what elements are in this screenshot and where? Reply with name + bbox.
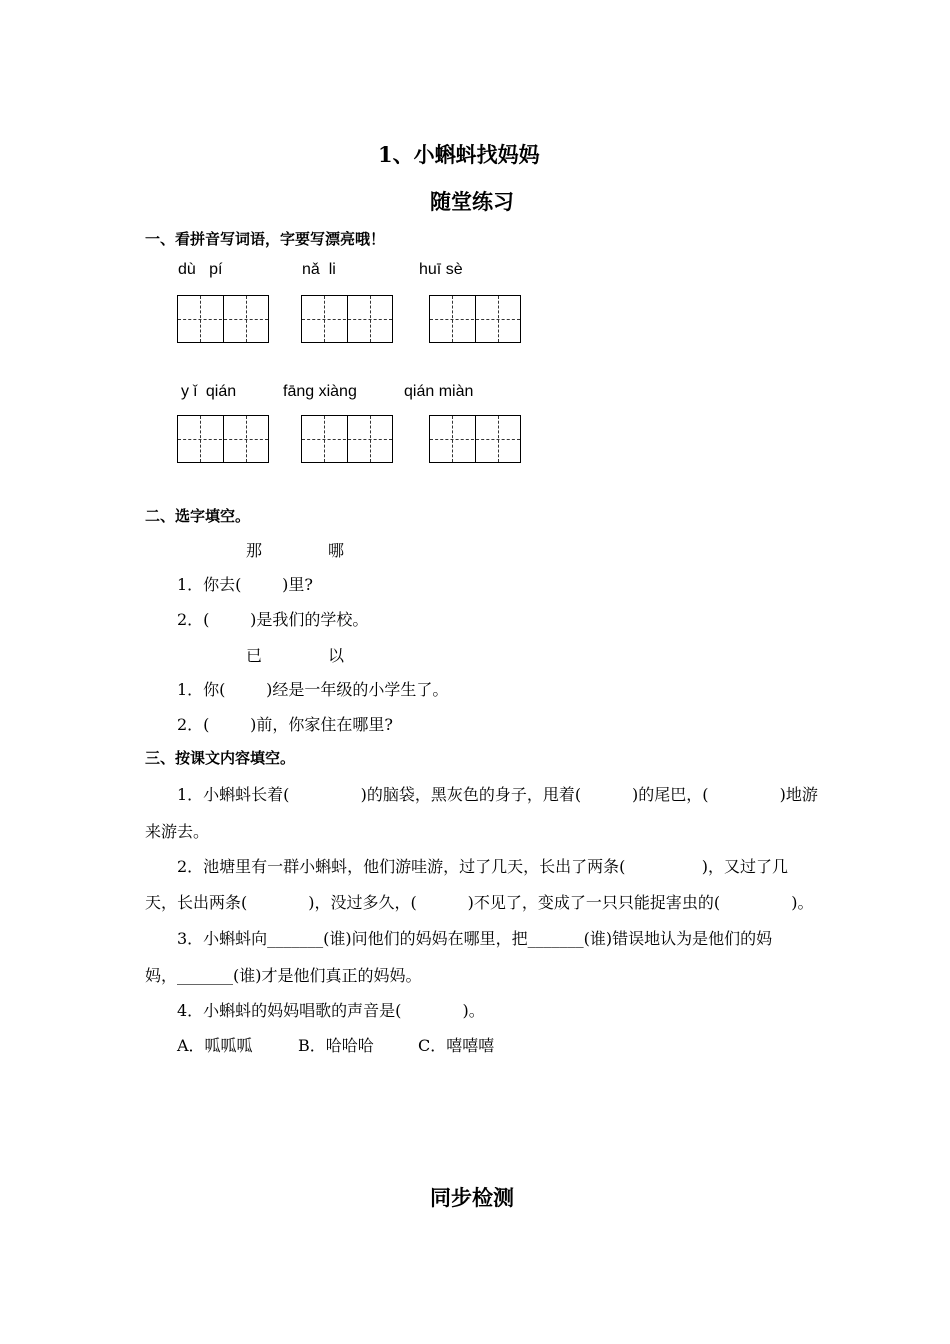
- section3-heading: 三、按课文内容填空。: [145, 749, 296, 767]
- question-3-1-line1: 1．小蝌蚪长着( )的脑袋，黑灰色的身子，甩着( )的尾巴，( )地游: [177, 785, 818, 804]
- question-3-2-line2: 天，长出两条( )，没过多久，( )不见了，变成了一只只能捉害虫的( )。: [145, 893, 814, 912]
- pinyin-3: huī sè: [419, 261, 463, 278]
- pinyin-2: nǎ li: [302, 261, 336, 278]
- pinyin-4: y ǐ qián: [181, 383, 237, 400]
- section2-heading: 二、选字填空。: [145, 507, 251, 525]
- pinyin-5: fāng xiàng: [283, 383, 357, 400]
- question-3-2-line1: 2．池塘里有一群小蝌蚪，他们游哇游，过了几天，长出了两条( )，又过了几: [177, 857, 788, 876]
- question-2-1-2: 2．( )是我们的学校。: [177, 610, 369, 629]
- page-subtitle: 随堂练习: [430, 189, 514, 214]
- choice-na1: 那: [246, 541, 263, 560]
- question-2-1-1: 1．你去( )里?: [177, 575, 313, 594]
- question-3-3-line2: 妈，_______(谁)才是他们真正的妈妈。: [145, 966, 422, 985]
- question-3-3-line1: 3．小蝌蚪向_______(谁)问他们的妈妈在哪里，把_______(谁)错误地认为是他们的妈: [177, 929, 773, 948]
- choice-yi2: 以: [328, 646, 345, 665]
- question-3-4: 4．小蝌蚪的妈妈唱歌的声音是( )。: [177, 1001, 485, 1020]
- section1-heading: 一、看拼音写词语，字要写漂亮哦！: [145, 230, 386, 248]
- pinyin-1: dù pí: [178, 261, 223, 278]
- question-3-1-line2: 来游去。: [145, 822, 210, 841]
- writing-grid-2[interactable]: [301, 295, 393, 343]
- question-2-2-1: 1．你( )经是一年级的小学生了。: [177, 680, 449, 699]
- page-title: 1、小蝌蚪找妈妈: [378, 142, 540, 167]
- pinyin-6: qián miàn: [404, 383, 474, 400]
- question-2-2-2: 2．( )前，你家住在哪里?: [177, 715, 393, 734]
- option-c: C．嘻嘻嘻: [418, 1036, 495, 1055]
- choice-yi1: 已: [246, 646, 263, 665]
- choice-na2: 哪: [328, 541, 345, 560]
- writing-grid-6[interactable]: [429, 415, 521, 463]
- writing-grid-4[interactable]: [177, 415, 269, 463]
- writing-grid-3[interactable]: [429, 295, 521, 343]
- writing-grid-1[interactable]: [177, 295, 269, 343]
- option-a: A．呱呱呱: [177, 1036, 253, 1055]
- writing-grid-5[interactable]: [301, 415, 393, 463]
- footer-heading: 同步检测: [430, 1185, 514, 1210]
- option-b: B．哈哈哈: [298, 1036, 374, 1055]
